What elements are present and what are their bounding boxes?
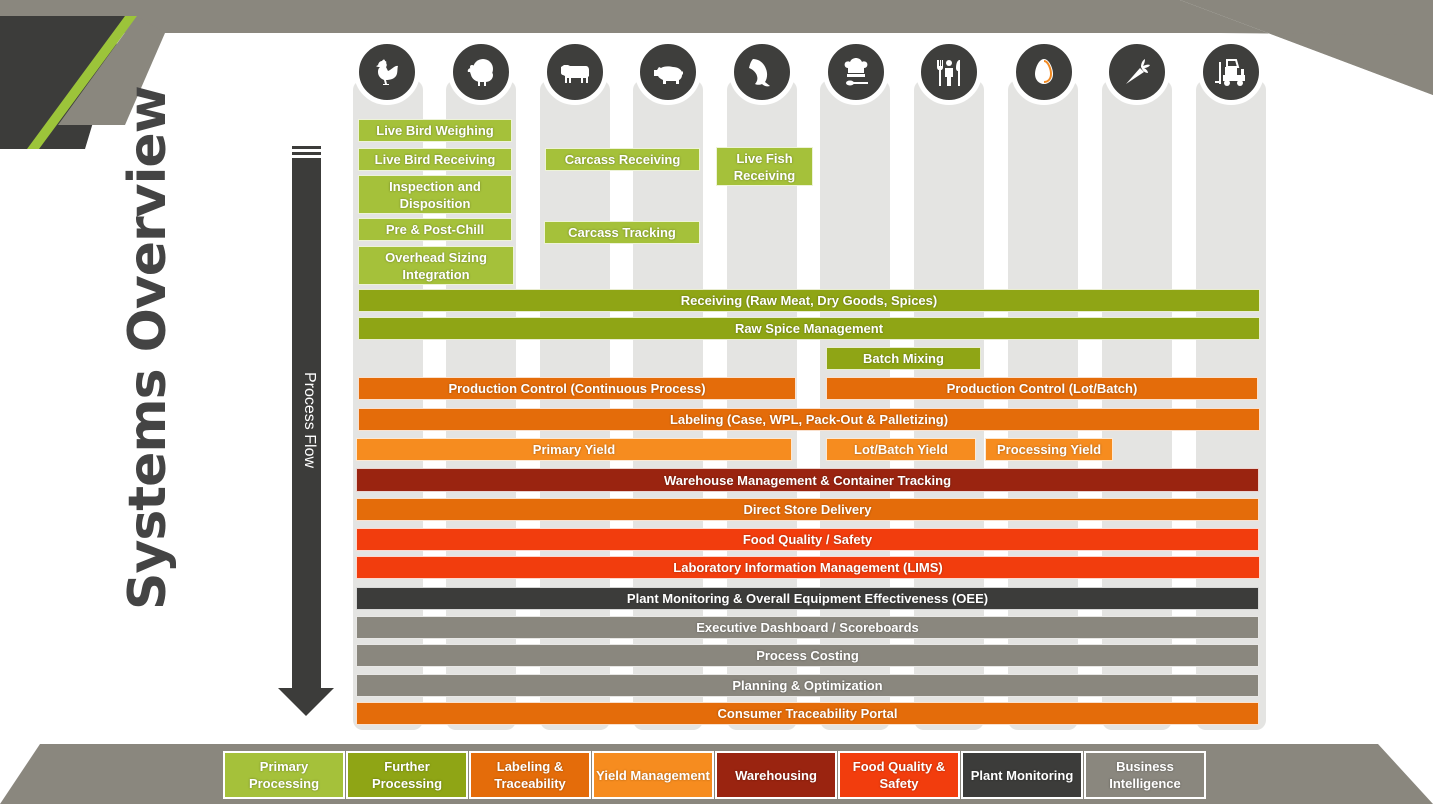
pre-post-chill-box: Pre & Post-Chill [358, 218, 512, 241]
page-title: Systems Overview [118, 86, 178, 610]
carcass-receiving-box: Carcass Receiving [545, 148, 700, 171]
carcass-tracking-box: Carcass Tracking [544, 221, 700, 244]
exec-dashboard-bar: Executive Dashboard / Scoreboards [356, 616, 1259, 639]
food-quality-bar: Food Quality / Safety [356, 528, 1259, 551]
legend-food-quality-safety: Food Quality & Safety [838, 751, 960, 799]
primary-yield-bar: Primary Yield [356, 438, 792, 461]
legend-primary-processing: Primary Processing [223, 751, 345, 799]
plant-monitoring-bar: Plant Monitoring & Overall Equipment Effectiveness (OEE) [356, 587, 1259, 610]
carrot-icon [1104, 39, 1170, 105]
legend-labeling-traceability: Labeling & Traceability [469, 751, 591, 799]
legend-further-processing: Further Processing [346, 751, 468, 799]
legend-yield-management: Yield Management [592, 751, 714, 799]
process-flow-label: Process Flow [301, 372, 318, 469]
planning-bar: Planning & Optimization [356, 674, 1259, 697]
production-continuous-bar: Production Control (Continuous Process) [358, 377, 796, 400]
legend-plant-monitoring: Plant Monitoring [961, 751, 1083, 799]
warehouse-bar: Warehouse Management & Container Tracking [356, 468, 1259, 492]
batch-mixing-box: Batch Mixing [826, 347, 981, 370]
cow-icon [542, 39, 608, 105]
lims-bar: Laboratory Information Management (LIMS) [356, 556, 1260, 579]
live-fish-receiving-box: Live Fish Receiving [716, 147, 813, 186]
pig-icon [635, 39, 701, 105]
live-bird-receiving-box: Live Bird Receiving [358, 148, 512, 171]
restaurant-icon [916, 39, 982, 105]
process-costing-bar: Process Costing [356, 644, 1259, 667]
receiving-bar: Receiving (Raw Meat, Dry Goods, Spices) [358, 289, 1260, 312]
lot-batch-yield-box: Lot/Batch Yield [826, 438, 976, 461]
fish-icon [729, 39, 795, 105]
production-lot-bar: Production Control (Lot/Batch) [826, 377, 1258, 400]
consumer-portal-bar: Consumer Traceability Portal [356, 702, 1259, 725]
chef-icon [823, 39, 889, 105]
labeling-bar: Labeling (Case, WPL, Pack-Out & Palletizing) [358, 408, 1260, 431]
live-bird-weighing-box: Live Bird Weighing [358, 119, 512, 142]
processing-yield-box: Processing Yield [985, 438, 1113, 461]
legend-warehousing: Warehousing [715, 751, 837, 799]
forklift-icon [1198, 39, 1264, 105]
legend-business-intelligence: Business Intelligence [1084, 751, 1206, 799]
overhead-sizing-box: Overhead Sizing Integration [358, 246, 514, 285]
turkey-icon [448, 39, 514, 105]
inspection-disposition-box: Inspection and Disposition [358, 175, 512, 214]
chicken-icon [354, 39, 420, 105]
raw-spice-bar: Raw Spice Management [358, 317, 1260, 340]
egg-icon [1011, 39, 1077, 105]
dsd-bar: Direct Store Delivery [356, 498, 1259, 521]
